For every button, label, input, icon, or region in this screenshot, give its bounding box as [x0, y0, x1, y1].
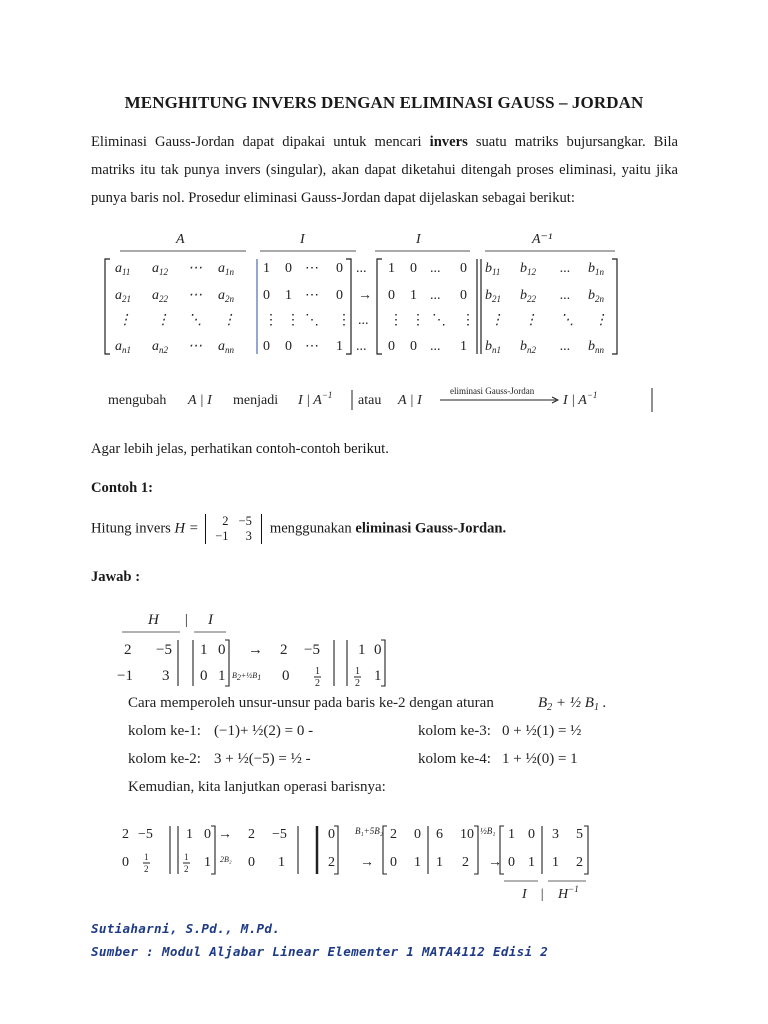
svg-text:1: 1 [374, 668, 382, 684]
svg-text:0: 0 [508, 855, 515, 870]
svg-text:⋯: ⋯ [305, 339, 319, 354]
svg-text:⋮: ⋮ [222, 313, 236, 328]
svg-text:1: 1 [355, 666, 360, 677]
svg-text:0 + ½(1) = ½: 0 + ½(1) = ½ [502, 723, 582, 739]
svg-text:2: 2 [462, 855, 469, 870]
matrix-cell: −5 [238, 514, 252, 528]
svg-text:0: 0 [285, 339, 292, 354]
svg-text:1: 1 [278, 855, 285, 870]
svg-text:b2n: $b_{2n}$ [588, 288, 604, 304]
svg-text:a21: $a_{21}$ [115, 288, 131, 304]
svg-text:...: ... [430, 339, 441, 354]
svg-text:an1: $a_{n1}$ [115, 339, 131, 355]
svg-text:I: I [208, 612, 213, 628]
svg-text:...: ... [356, 261, 367, 276]
matrix-cell: 2 [222, 514, 229, 528]
svg-text:−5: −5 [138, 827, 153, 842]
svg-text:1: 1 [410, 288, 417, 303]
svg-text:1: 1 [436, 855, 443, 870]
kolom-4-label: kolom ke-4: [418, 751, 491, 767]
footer-author: Sutiaharni, S.Pd., M.Pd. [91, 921, 281, 936]
svg-text:b12: $b_{12}$ [520, 261, 536, 277]
svg-text:6: 6 [436, 827, 443, 842]
svg-text:→: → [358, 288, 372, 303]
label-I-left: I [300, 232, 305, 247]
svg-text:⋯: ⋯ [305, 261, 319, 276]
svg-text:1: 1 [336, 339, 343, 354]
svg-text:b22: $b_{22}$ [520, 288, 536, 304]
svg-text:1: 1 [552, 855, 559, 870]
svg-text:⋱: ⋱ [432, 313, 446, 328]
svg-text:1: 1 [388, 261, 395, 276]
svg-text:0: 0 [328, 827, 335, 842]
svg-text:...: ... [356, 339, 367, 354]
explain-text: Cara memperoleh unsur-unsur pada baris ke-2 dengan aturan [128, 695, 494, 711]
svg-text:1: 1 [204, 855, 211, 870]
svg-text:0: 0 [263, 339, 270, 354]
svg-text:1: 1 [414, 855, 421, 870]
svg-text:⋮: ⋮ [156, 313, 170, 328]
svg-text:2: 2 [144, 864, 149, 874]
svg-text:0: 0 [390, 855, 397, 870]
intro-text-1: Eliminasi Gauss-Jordan dapat dipakai untuk mencari [91, 134, 430, 150]
svg-text:...: ... [560, 288, 571, 303]
intro-bold-invers: invers [429, 134, 468, 150]
svg-text:⋮: ⋮ [337, 313, 351, 328]
svg-text:0: 0 [263, 288, 270, 303]
svg-text:2: 2 [280, 642, 288, 658]
svg-text:⋱: ⋱ [188, 313, 202, 328]
svg-text:I | A−1: I | $A^{-1}$ [298, 390, 333, 408]
svg-text:bn1: $b_{n1}$ [485, 339, 501, 355]
example-var: H = [174, 520, 199, 537]
svg-text:bn2: $b_{n2}$ [520, 339, 536, 355]
answer-label: Jawab : [91, 569, 141, 585]
svg-text:⋮: ⋮ [286, 313, 300, 328]
svg-text:b1n: $b_{1n}$ [588, 261, 604, 277]
svg-text:0: 0 [336, 288, 343, 303]
svg-text:2: 2 [122, 827, 129, 842]
arrow-label: eliminasi Gauss-Jordan [450, 386, 535, 396]
label-A-inverse: A⁻¹ [532, 232, 553, 247]
svg-text:1: 1 [186, 827, 193, 842]
svg-text:1: 1 [144, 852, 149, 862]
kolom-2-label: kolom ke-2: [128, 751, 201, 767]
matrix-H [205, 514, 262, 544]
example-prefix: Hitung invers [91, 520, 171, 537]
svg-text:1: 1 [358, 642, 366, 658]
svg-text:0: 0 [122, 855, 129, 870]
svg-text:2: 2 [576, 855, 583, 870]
svg-text:0: 0 [200, 668, 208, 684]
svg-text:→: → [248, 642, 263, 658]
kolom-3-label: kolom ke-3: [418, 723, 491, 739]
svg-text:B2 + ½ B1 .: $B_2$ + ½ $B_1$ . [538, 695, 607, 713]
svg-text:1: 1 [460, 339, 467, 354]
svg-text:|: | [184, 612, 189, 628]
svg-text:0: 0 [218, 642, 226, 658]
svg-text:⋯: ⋯ [188, 261, 202, 276]
svg-text:→: → [488, 855, 502, 870]
matrix-cell: −1 [215, 529, 229, 543]
svg-text:⋮: ⋮ [411, 313, 425, 328]
svg-text:0: 0 [460, 261, 467, 276]
svg-text:...: ... [430, 288, 441, 303]
svg-text:⋮: ⋮ [594, 313, 608, 328]
svg-text:...: ... [430, 261, 441, 276]
svg-text:1: 1 [184, 852, 189, 862]
svg-text:b21: $b_{21}$ [485, 288, 501, 304]
svg-text:⋮: ⋮ [118, 313, 132, 328]
svg-text:2B₂: 2B₂ [220, 855, 232, 864]
svg-text:3 + ½(−5) = ½ -: 3 + ½(−5) = ½ - [214, 751, 311, 767]
svg-text:⋯: ⋯ [188, 339, 202, 354]
svg-text:ann: $a_{nn}$ [218, 339, 234, 355]
caption-menjadi: menjadi [233, 393, 279, 408]
svg-text:⋱: ⋱ [305, 313, 319, 328]
svg-text:⋮: ⋮ [490, 313, 504, 328]
label-I-right: I [416, 232, 421, 247]
next-text: Kemudian, kita lanjutkan operasi barisnya: [128, 779, 386, 795]
svg-text:⋯: ⋯ [188, 288, 202, 303]
matrix-cell: 3 [245, 529, 252, 543]
svg-text:H−1: $H^{-1}$ [558, 884, 579, 902]
svg-text:1: 1 [263, 261, 270, 276]
caption-atau: atau [358, 393, 382, 408]
svg-text:I | A−1: I | $A^{-1}$ [563, 390, 598, 408]
svg-text:A | I: A | I [398, 393, 422, 408]
footer-source: Sumber : Modul Aljabar Linear Elementer 1 MATA4112 Edisi 2 [91, 944, 549, 959]
svg-text:5: 5 [576, 827, 583, 842]
svg-text:b11: $b_{11}$ [485, 261, 501, 277]
svg-text:bnn: $b_{nn}$ [588, 339, 604, 355]
svg-text:0: 0 [248, 855, 255, 870]
caption-mengubah: mengubah [108, 393, 167, 408]
svg-text:−1: −1 [117, 668, 133, 684]
svg-text:|: | [540, 887, 544, 902]
svg-text:0: 0 [460, 288, 467, 303]
example-heading: Contoh 1: [91, 480, 154, 496]
svg-text:1: 1 [528, 855, 535, 870]
svg-text:2: 2 [390, 827, 397, 842]
svg-text:a11: $a_{11}$ [115, 261, 131, 277]
svg-text:−5: −5 [156, 642, 172, 658]
svg-text:0: 0 [282, 668, 290, 684]
svg-text:a1n: $a_{1n}$ [218, 261, 234, 277]
worked-solution-figure [108, 604, 648, 902]
example-statement [91, 514, 506, 544]
svg-text:0: 0 [204, 827, 211, 842]
svg-text:⋮: ⋮ [264, 313, 278, 328]
gauss-jordan-scheme-figure [100, 224, 660, 424]
svg-text:H: H [148, 612, 159, 628]
page-title: MENGHITUNG INVERS DENGAN ELIMINASI GAUSS – JORDAN [124, 93, 644, 112]
svg-text:1: 1 [200, 642, 208, 658]
svg-text:2: 2 [184, 864, 189, 874]
svg-text:0: 0 [414, 827, 421, 842]
svg-text:−5: −5 [272, 827, 287, 842]
svg-text:a12: $a_{12}$ [152, 261, 168, 277]
svg-text:⋮: ⋮ [461, 313, 475, 328]
svg-text:0: 0 [374, 642, 382, 658]
svg-text:3: 3 [162, 668, 170, 684]
svg-text:0: 0 [410, 261, 417, 276]
svg-text:2: 2 [248, 827, 255, 842]
svg-text:→: → [218, 827, 232, 842]
svg-text:0: 0 [336, 261, 343, 276]
svg-text:1: 1 [315, 666, 320, 677]
label-A: A [176, 232, 185, 247]
svg-text:⋮: ⋮ [389, 313, 403, 328]
svg-text:2: 2 [315, 678, 320, 689]
svg-text:1: 1 [218, 668, 226, 684]
example-middle: menggunakan [269, 520, 356, 537]
svg-text:0: 0 [285, 261, 292, 276]
svg-text:0: 0 [528, 827, 535, 842]
svg-text:an2: $a_{n2}$ [152, 339, 168, 355]
svg-text:2: 2 [355, 678, 360, 689]
svg-text:3: 3 [552, 827, 559, 842]
svg-text:B₁+5B₂: B₁+5B₂ [355, 826, 383, 836]
svg-text:⋱: ⋱ [560, 313, 574, 328]
example-bold-method: eliminasi Gauss-Jordan. [355, 520, 507, 537]
svg-text:A | I: A | I [188, 393, 212, 408]
svg-text:−5: −5 [304, 642, 320, 658]
svg-text:B2+½B1: B2+½B1 [232, 671, 262, 682]
svg-text:(−1)+ ½(2) = 0 -: (−1)+ ½(2) = 0 - [214, 723, 314, 739]
intro-text-2: suatu matriks bujursangkar. Bila matriks itu tak punya invers (singular), akan dapat diketahui ditengah proses eliminasi, yaitu jika punya baris nol. Prosedur eliminasi Gauss-Jordan dapat dijelaskan sebagai berikut: [91, 134, 678, 206]
svg-text:0: 0 [388, 288, 395, 303]
kolom-1-label: kolom ke-1: [128, 723, 201, 739]
svg-text:10: 10 [460, 827, 474, 842]
svg-text:1 + ½(0) = 1: 1 + ½(0) = 1 [502, 751, 578, 767]
svg-text:...: ... [358, 313, 369, 328]
svg-text:0: 0 [410, 339, 417, 354]
svg-text:a22: $a_{22}$ [152, 288, 168, 304]
svg-text:I: I [522, 887, 527, 902]
svg-text:a2n: $a_{2n}$ [218, 288, 234, 304]
svg-text:⋯: ⋯ [305, 288, 319, 303]
svg-text:...: ... [560, 261, 571, 276]
svg-text:2: 2 [124, 642, 132, 658]
lead-text: Agar lebih jelas, perhatikan contoh-contoh berikut. [91, 441, 389, 457]
intro-paragraph [91, 128, 678, 212]
svg-text:→: → [360, 855, 374, 870]
svg-text:½B₁: ½B₁ [480, 826, 496, 836]
svg-text:2: 2 [328, 855, 335, 870]
svg-text:...: ... [560, 339, 571, 354]
svg-text:1: 1 [508, 827, 515, 842]
svg-text:⋮: ⋮ [524, 313, 538, 328]
svg-text:1: 1 [285, 288, 292, 303]
svg-text:0: 0 [388, 339, 395, 354]
